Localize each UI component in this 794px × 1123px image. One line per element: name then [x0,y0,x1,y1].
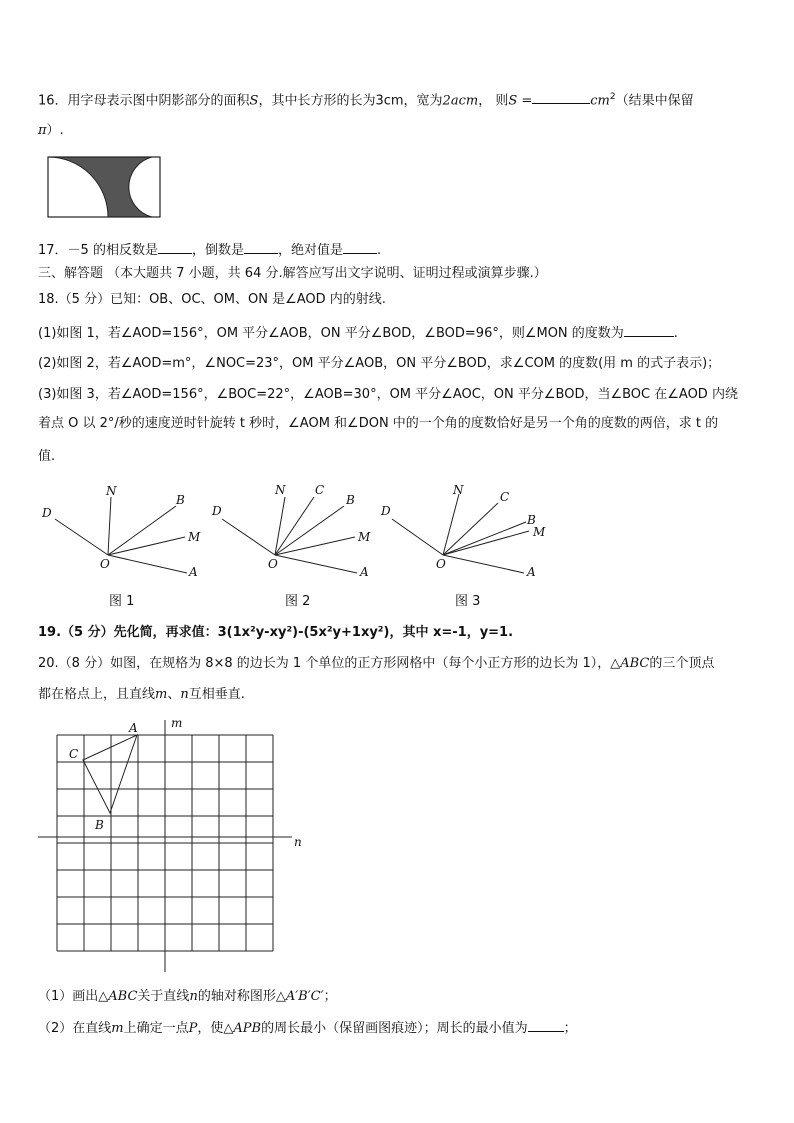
label-M-2: M [358,530,371,544]
ray-OD-2 [222,519,275,555]
q19-line: 19.（5 分）先化简，再求值：3(1x²y-xy²)-(5x²y+1xy²)，其中 x=-1，y=1. [38,625,514,640]
q20-sub2-m: m [111,1021,124,1036]
label-A-2: A [360,565,369,579]
ray-OM-1 [108,537,185,555]
grid-label-C: C [69,747,79,761]
q20-text-b: 的三个顶点 [649,656,715,671]
q16-shaded-region [48,157,152,217]
label-A-3: A [527,565,536,579]
label-O-1: O [100,557,110,571]
q20-sub1 [38,988,337,1006]
q18-part1-text: (1)如图 1，若∠AOD=156°，OM 平分∠AOB，ON 平分∠BOD，∠BOD=96°，则∠MON 的度数为 [38,326,624,341]
ray-OB-3 [443,522,526,555]
q20-sub1-tri: △ABC [98,989,138,1004]
q17-blank-opposite[interactable] [158,241,192,254]
q20-sub1-n: n [189,989,198,1004]
label-M-1: M [188,530,201,544]
q16-var-s: S [249,93,259,109]
q20-line1 [38,655,714,673]
q18-caption-3: 图 3 [455,594,481,609]
label-N-1: N [106,484,117,498]
q18-caption-1: 图 1 [109,594,135,609]
q16-line2-text: ）. [46,123,64,138]
q18-caption-2: 图 2 [285,594,311,609]
ray-OA-2 [275,555,357,573]
grid-label-m: m [171,716,183,730]
section3-header: 三、解答题 （本大题共 7 小题，共 64 分.解答应写出文字说明、证明过程或演算步骤.） [38,266,547,281]
q20-sub2-tri: △APB [223,1021,262,1036]
q18-part3-line3: 值. [38,449,56,464]
q20-sub1-tri2: △A′B′C′ [275,989,324,1004]
q16-text-c: ， 则 [478,93,509,109]
q16-text-a: 16．用字母表示图中阴影部分的面积 [38,93,250,109]
q17-text-d: . [376,243,382,258]
ray-ON-2 [275,497,285,555]
q18-figure-1 [55,497,187,573]
ray-OB-1 [108,506,176,555]
q18-part1-end: . [673,326,678,341]
q18-part1-blank[interactable] [624,324,674,337]
label-O-3: O [436,557,446,571]
ray-ON-1 [108,497,111,555]
ray-OD-1 [55,519,108,555]
q18-part3-line1: (3)如图 3，若∠AOD=156°，∠BOC=22°，∠AOB=30°，OM 平分∠AOC，ON 平分∠BOD，当∠BOC 在∠AOD 内绕 [38,387,738,402]
q20-sub2 [38,1019,577,1038]
label-A-1: A [189,565,198,579]
q20-sub1-c: 的轴对称图形 [197,989,276,1004]
label-B-3: B [527,513,536,527]
grid-label-n: n [294,835,302,849]
q16-text-b: ，其中长方形的长为3cm，宽为 [258,93,443,109]
q20-sub2-b: 上确定一点 [123,1021,189,1036]
q16-figure [45,154,165,220]
ray-ON-3 [443,494,459,555]
q17-text-b: ，倒数是 [191,243,244,258]
label-D-2: D [212,504,222,518]
ray-OA-1 [108,555,187,573]
label-B-2: B [346,493,355,507]
q20-sub1-a: （1）画出 [38,989,99,1004]
ray-OD-3 [392,519,443,555]
q20-triangle: △ABC [610,656,650,671]
q20-sub2-d: 的周长最小（保留画图痕迹）；周长的最小值为 [261,1021,528,1036]
q18-head: 18.（5 分）已知：OB、OC、OM、ON 是∠AOD 内的射线. [38,292,386,307]
q20-sep: 、 [167,687,181,702]
label-C-2: C [315,483,325,497]
ray-OC-2 [275,497,314,555]
grid-label-B: B [95,818,104,832]
q20-grid-figure [0,710,794,975]
q17-line [38,241,381,260]
q16-answer-blank[interactable] [532,91,590,104]
ray-OA-3 [443,555,524,573]
q16-width-expr: 2acm [442,93,479,109]
q20-line2 [38,686,245,704]
q16-line1 [38,88,694,110]
q20-sub1-d: ； [323,989,337,1004]
q16-unit-exp: 2 [609,92,616,102]
q20-text-c: 都在格点上，且直线 [38,687,156,702]
q20-sub2-c: ，使 [197,1021,224,1036]
q20-sub2-p: P [188,1021,198,1036]
label-M-3: M [533,525,546,539]
triangle-abc [83,735,137,813]
grid-label-A: A [129,721,138,735]
q18-part1 [38,324,678,343]
q20-sub2-a: （2）在直线 [38,1021,112,1036]
q18-part2: (2)如图 2，若∠AOD=m°，∠NOC=23°，OM 平分∠AOB，ON 平分∠BOD，求∠COM 的度数(用 m 的式子表示)； [38,356,721,371]
q16-unit: cm [590,93,610,109]
q17-text-c: ，绝对值是 [277,243,343,258]
q20-var-n: n [180,687,189,702]
q20-sub1-b: 关于直线 [137,989,190,1004]
q17-blank-reciprocal[interactable] [244,241,278,254]
q18-part3-line2: 着点 O 以 2°/秒的速度逆时针旋转 t 秒时，∠AOM 和∠DON 中的一个角的度数恰好是另一个角的度数的两倍，求 t 的 [38,416,719,431]
q16-s-eq: S = [508,93,533,109]
q17-text-a: 17．－5 的相反数是 [38,243,158,258]
q16-line2 [38,122,64,140]
q16-pi: π [38,123,47,138]
q20-sub2-e: ； [563,1021,577,1036]
label-C-3: C [500,490,510,504]
q16-text-d: （结果中保留 [615,93,694,109]
label-N-2: N [275,483,286,497]
label-O-2: O [268,557,278,571]
q18-figures [0,475,794,585]
label-N-3: N [453,483,464,497]
q18-figure-3 [392,494,529,573]
label-D-1: D [42,506,52,520]
q17-blank-absolute[interactable] [343,241,377,254]
q20-text-d: 互相垂直. [188,687,245,702]
label-B-1: B [176,493,185,507]
label-D-3: D [381,504,391,518]
q18-figure-2 [222,497,357,573]
q20-var-m: m [155,687,168,702]
q20-sub2-blank[interactable] [528,1019,564,1032]
q20-text-a: 20.（8 分）如图，在规格为 8×8 的边长为 1 个单位的正方形网格中（每个小正方形的边长为 1）， [38,656,611,671]
